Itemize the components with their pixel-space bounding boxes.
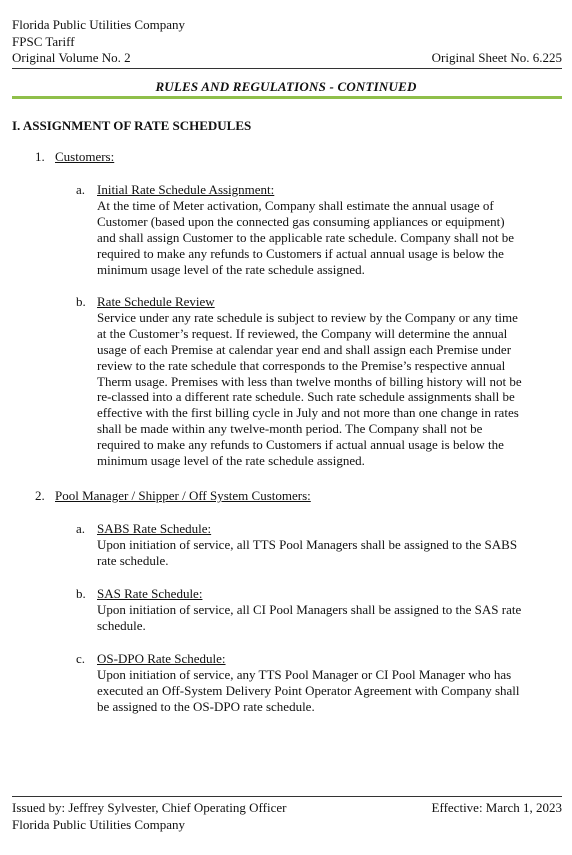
body-line: effective with the first billing cycle in July and not more than one change in rates bbox=[97, 405, 519, 421]
subitem-letter: a. bbox=[76, 521, 86, 536]
body-line: required to make any refunds to Customers if actual annual usage is below the bbox=[97, 245, 504, 261]
footer-issued-row bbox=[12, 799, 562, 816]
body-line: review to the rate schedule that corresponds to the Premise’s respective annual bbox=[97, 357, 506, 373]
subitem-letter: b. bbox=[76, 586, 86, 601]
body-line: schedule. bbox=[97, 617, 146, 633]
body-line: Therm usage. Premises with less than twelve months of billing history will not be bbox=[97, 373, 522, 389]
body-line: required to make any refunds to Customers if actual annual usage is below the bbox=[97, 437, 504, 453]
header-volume: Original Volume No. 2 bbox=[12, 50, 131, 65]
body-line: Service under any rate schedule is subject to review by the Company or any time bbox=[97, 309, 518, 325]
subitem-title: Initial Rate Schedule Assignment: bbox=[97, 182, 275, 197]
subitem-body bbox=[97, 602, 566, 634]
header-company: Florida Public Utilities Company bbox=[12, 17, 185, 32]
subitem-title: OS-DPO Rate Schedule: bbox=[97, 651, 226, 666]
subitem-body bbox=[97, 198, 566, 278]
footer-divider bbox=[12, 796, 562, 797]
header-tariff: FPSC Tariff bbox=[12, 33, 75, 49]
body-line: re-classed into a different rate schedule. Such rate schedule assignments shall be bbox=[97, 389, 515, 405]
footer-issued-by: Issued by: Jeffrey Sylvester, Chief Operating Officer bbox=[12, 800, 287, 815]
body-line: Customer (based upon the connected gas consuming appliances or equipment) bbox=[97, 213, 505, 229]
subitem-sabs bbox=[76, 521, 566, 569]
subitem-initial-assignment bbox=[76, 182, 566, 277]
body-line: Upon initiation of service, all TTS Pool Managers shall be assigned to the SABS bbox=[97, 536, 518, 552]
header-divider bbox=[12, 68, 562, 69]
subitem-title: SAS Rate Schedule: bbox=[97, 586, 203, 601]
header-volume-row bbox=[12, 50, 562, 67]
subitem-body bbox=[97, 537, 566, 569]
footer-effective-date: Effective: March 1, 2023 bbox=[431, 800, 562, 815]
page-header bbox=[12, 17, 562, 67]
item-customers bbox=[35, 149, 114, 165]
subitem-title: Rate Schedule Review bbox=[97, 294, 215, 309]
section-title: RULES AND REGULATIONS - CONTINUED bbox=[155, 79, 417, 94]
body-line: usage of each Premise at calendar year end and shall assign each Premise under bbox=[97, 341, 512, 357]
subitem-letter: a. bbox=[76, 182, 86, 197]
subitem-sas bbox=[76, 586, 566, 634]
body-line: rate schedule. bbox=[97, 552, 169, 568]
header-sheet-number: Original Sheet No. 6.225 bbox=[431, 50, 562, 65]
body-line: minimum usage level of the rate schedule assigned. bbox=[97, 261, 365, 277]
item-title: Customers: bbox=[55, 149, 115, 164]
subitem-letter: b. bbox=[76, 294, 86, 309]
body-line: Upon initiation of service, all CI Pool Managers shall be assigned to the SAS rate bbox=[97, 601, 522, 617]
accent-rule bbox=[12, 96, 562, 99]
body-line: and shall assign Customer to the applicable rate schedule. Company shall not be bbox=[97, 229, 514, 245]
subitem-title: SABS Rate Schedule: bbox=[97, 521, 212, 536]
item-number: 2. bbox=[35, 488, 45, 503]
subitem-body bbox=[97, 310, 566, 469]
body-line: shall be made within any twelve-month period. The Company shall not be bbox=[97, 421, 483, 437]
main-heading: I. ASSIGNMENT OF RATE SCHEDULES bbox=[12, 118, 252, 133]
body-line: be assigned to the OS-DPO rate schedule. bbox=[97, 698, 315, 714]
body-line: Upon initiation of service, any TTS Pool Manager or CI Pool Manager who has bbox=[97, 666, 512, 682]
subitem-letter: c. bbox=[76, 651, 86, 666]
page-footer bbox=[12, 799, 562, 833]
body-line: minimum usage level of the rate schedule assigned. bbox=[97, 453, 365, 469]
subitem-body bbox=[97, 667, 566, 715]
item-number: 1. bbox=[35, 149, 45, 164]
body-line: At the time of Meter activation, Company shall estimate the annual usage of bbox=[97, 197, 494, 213]
body-line: at the Customer’s request. If reviewed, the Company will determine the annual bbox=[97, 325, 508, 341]
subitem-os-dpo bbox=[76, 651, 566, 715]
subitem-rate-review bbox=[76, 294, 566, 469]
item-title: Pool Manager / Shipper / Off System Customers: bbox=[55, 488, 311, 503]
item-pool-manager bbox=[35, 488, 311, 504]
body-line: executed an Off-System Delivery Point Operator Agreement with Company shall bbox=[97, 682, 520, 698]
footer-company: Florida Public Utilities Company bbox=[12, 817, 185, 832]
